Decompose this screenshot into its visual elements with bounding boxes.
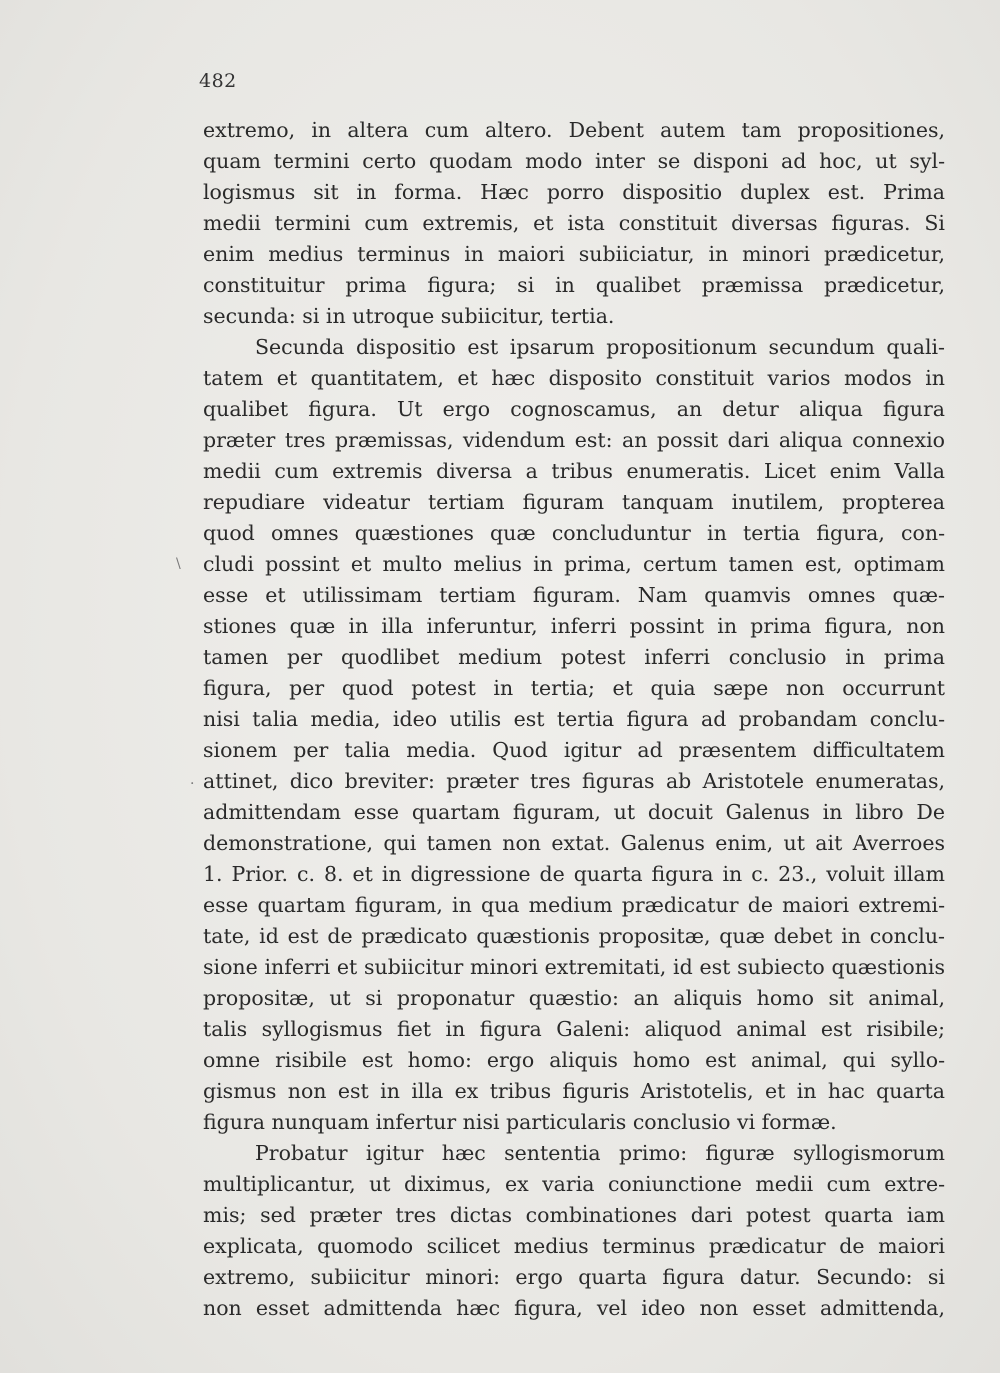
text-line: logismus sit in forma. Hæc porro dispositio duplex est. Prima	[203, 180, 945, 204]
text-line: cludi possint et multo melius in prima, certum tamen est, optimam	[203, 552, 945, 576]
text-line: figura, per quod potest in tertia; et quia sæpe non occurrunt	[203, 676, 945, 700]
text-line: qualibet figura. Ut ergo cognoscamus, an detur aliqua figura	[203, 397, 945, 421]
text-line: mis; sed præter tres dictas combinationes dari potest quarta iam	[203, 1203, 945, 1227]
text-line: propositæ, ut si proponatur quæstio: an aliquis homo sit animal,	[203, 986, 945, 1010]
text-line: multiplicantur, ut diximus, ex varia coniunctione medii cum extre-	[203, 1172, 945, 1196]
text-line: 1. Prior. c. 8. et in digressione de quarta figura in c. 23., voluit illam	[203, 862, 945, 886]
text-line: tamen per quodlibet medium potest inferri conclusio in prima	[203, 645, 945, 669]
text-line: medii termini cum extremis, et ista constituit diversas figuras. Si	[203, 211, 945, 235]
text-line: nisi talia media, ideo utilis est tertia figura ad probandam conclu-	[203, 707, 945, 731]
text-line: talis syllogismus fiet in figura Galeni: aliquod animal est risibile;	[203, 1017, 945, 1041]
text-line: quod omnes quæstiones quæ concluduntur in tertia figura, con-	[203, 521, 945, 545]
text-line: enim medius terminus in maiori subiiciatur, in minori prædicetur,	[203, 242, 945, 266]
text-line: Probatur igitur hæc sententia primo: figuræ syllogismorum	[255, 1141, 945, 1165]
text-line: esse et utilissimam tertiam figuram. Nam quamvis omnes quæ-	[203, 583, 945, 607]
text-line: esse quartam figuram, in qua medium prædicatur de maiori extremi-	[203, 893, 945, 917]
text-line: non esset admittenda hæc figura, vel ideo non esset admittenda,	[203, 1296, 945, 1320]
text-line: stiones quæ in illa inferuntur, inferri possint in prima figura, non	[203, 614, 945, 638]
text-line: Secunda dispositio est ipsarum propositionum secundum quali-	[255, 335, 945, 359]
text-line: extremo, in altera cum altero. Debent autem tam propositiones,	[203, 118, 945, 142]
text-line: figura nunquam infertur nisi particularis conclusio vi formæ.	[203, 1110, 837, 1134]
text-line: constituitur prima figura; si in qualibet præmissa prædicetur,	[203, 273, 945, 297]
text-line: secunda: si in utroque subiicitur, tertia.	[203, 304, 615, 328]
text-line: medii cum extremis diversa a tribus enumeratis. Licet enim Valla	[203, 459, 945, 483]
body-text	[203, 115, 945, 1324]
text-line: attinet, dico breviter: præter tres figuras ab Aristotele enumeratas,	[203, 769, 945, 793]
text-line: extremo, subiicitur minori: ergo quarta figura datur. Secundo: si	[203, 1265, 945, 1289]
text-line: præter tres præmissas, videndum est: an possit dari aliqua connexio	[203, 428, 945, 452]
text-line: repudiare videatur tertiam figuram tanquam inutilem, propterea	[203, 490, 945, 514]
text-line: tatem et quantitatem, et hæc disposito constituit varios modos in	[203, 366, 945, 390]
text-line: tate, id est de prædicato quæstionis propositæ, quæ debet in conclu-	[203, 924, 945, 948]
text-line: gismus non est in illa ex tribus figuris Aristotelis, et in hac quarta	[203, 1079, 945, 1103]
text-line: demonstratione, qui tamen non extat. Galenus enim, ut ait Averroes	[203, 831, 945, 855]
text-line: sionem per talia media. Quod igitur ad præsentem difficultatem	[203, 738, 945, 762]
margin-dot: ·	[190, 776, 195, 792]
text-line: sione inferri et subiicitur minori extremitati, id est subiecto quæstionis	[203, 955, 945, 979]
text-line: admittendam esse quartam figuram, ut docuit Galenus in libro De	[203, 800, 945, 824]
margin-mark: \	[176, 556, 181, 572]
page-number: 482	[199, 70, 237, 92]
text-line: explicata, quomodo scilicet medius terminus prædicatur de maiori	[203, 1234, 945, 1258]
text-line: omne risibile est homo: ergo aliquis homo est animal, qui syllo-	[203, 1048, 945, 1072]
text-line: quam termini certo quodam modo inter se disponi ad hoc, ut syl-	[203, 149, 945, 173]
